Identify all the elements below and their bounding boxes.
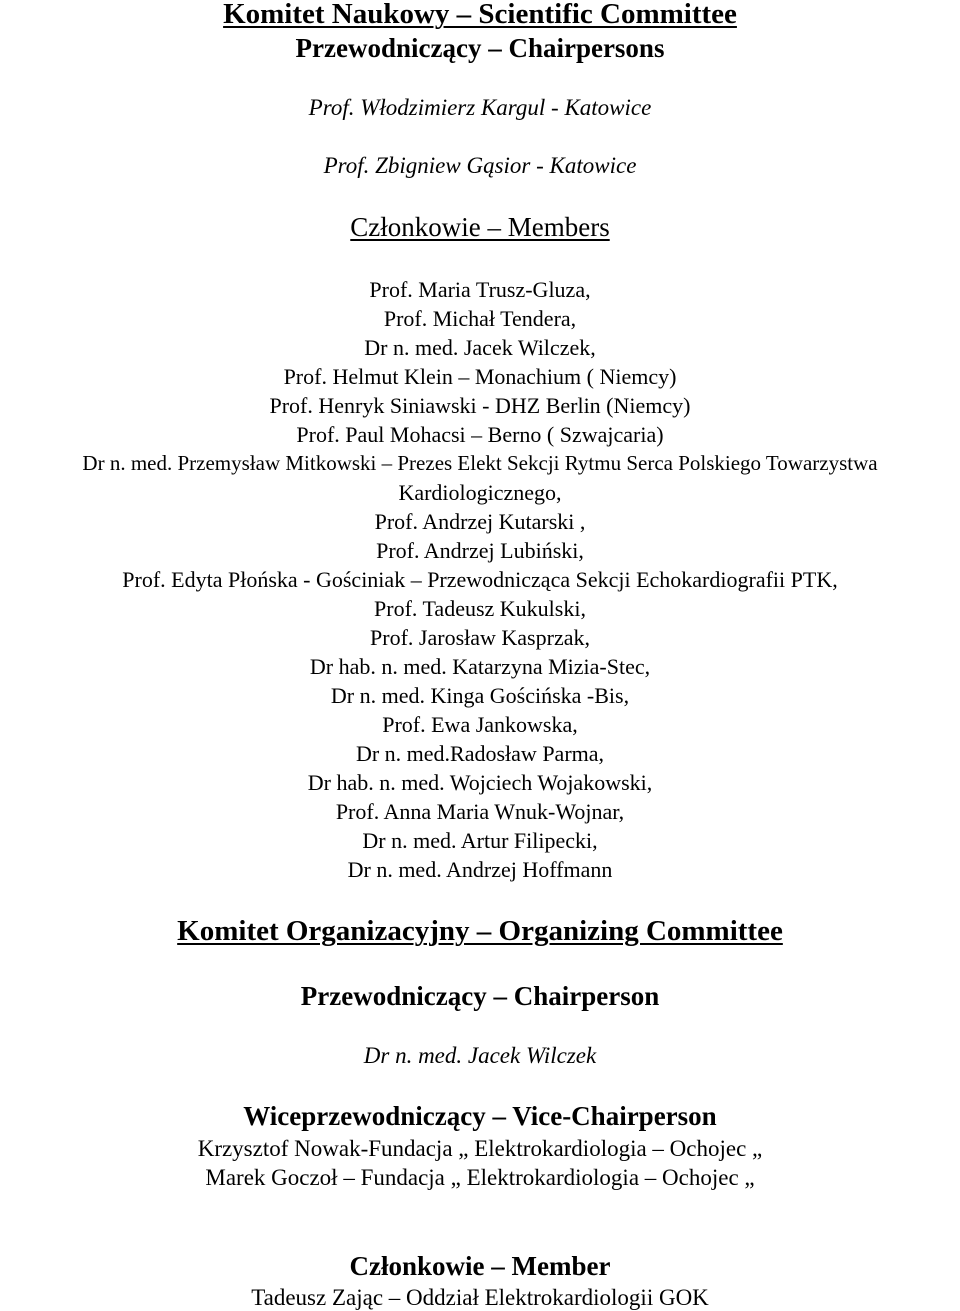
- vice-chair-heading: Wiceprzewodniczący – Vice-Chairperson: [243, 1101, 717, 1131]
- member-name: Dr hab. n. med. Wojciech Wojakowski,: [307, 770, 653, 795]
- vice-chair-name: Krzysztof Nowak-Fundacja „ Elektrokardiologia – Ochojec „: [197, 1136, 763, 1161]
- scientific-committee-heading: Komitet Naukowy – Scientific Committee: [223, 0, 737, 30]
- member-name: Prof. Tadeusz Kukulski,: [374, 596, 586, 621]
- member-name: Prof. Henryk Siniawski - DHZ Berlin (Niemcy): [269, 393, 691, 418]
- member-name: Dr n. med.Radosław Parma,: [355, 741, 605, 766]
- member-name: Prof. Jarosław Kasprzak,: [370, 625, 590, 650]
- member-name: Prof. Edyta Płońska - Gościniak – Przewodnicząca Sekcji Echokardiografii PTK,: [122, 567, 838, 592]
- scientific-members-heading: Członkowie – Members: [350, 212, 610, 242]
- organizing-chair-heading: Przewodniczący – Chairperson: [300, 981, 660, 1011]
- member-name: Prof. Andrzej Lubiński,: [376, 538, 584, 563]
- member-name: Prof. Maria Trusz-Gluza,: [369, 277, 591, 302]
- member-name: Dr n. med. Przemysław Mitkowski – Prezes Elekt Sekcji Rytmu Serca Polskiego Towarzystwa: [82, 451, 878, 475]
- member-name: Prof. Andrzej Kutarski ,: [374, 509, 586, 534]
- member-name: Dr n. med. Andrzej Hoffmann: [347, 857, 613, 882]
- member-name: Kardiologicznego,: [398, 480, 562, 505]
- member-name: Prof. Paul Mohacsi – Berno ( Szwajcaria): [296, 422, 664, 447]
- organizing-member-name: Tadeusz Zając – Oddział Elektrokardiologii GOK: [251, 1285, 709, 1310]
- member-name: Dr n. med. Artur Filipecki,: [362, 828, 598, 853]
- chair-name: Prof. Zbigniew Gąsior - Katowice: [323, 153, 637, 178]
- organizing-chair-name: Dr n. med. Jacek Wilczek: [363, 1043, 597, 1068]
- organizing-committee-heading: Komitet Organizacyjny – Organizing Committee: [177, 915, 783, 947]
- member-name: Prof. Helmut Klein – Monachium ( Niemcy): [283, 364, 677, 389]
- vice-chair-name: Marek Goczoł – Fundacja „ Elektrokardiologia – Ochojec „: [205, 1165, 755, 1190]
- member-name: Dr n. med. Jacek Wilczek,: [364, 335, 596, 360]
- member-name: Prof. Ewa Jankowska,: [382, 712, 578, 737]
- chair-name: Prof. Włodzimierz Kargul - Katowice: [308, 95, 652, 120]
- member-name: Dr hab. n. med. Katarzyna Mizia-Stec,: [309, 654, 651, 679]
- member-name: Dr n. med. Kinga Gościńska -Bis,: [330, 683, 630, 708]
- scientific-chairs-heading: Przewodniczący – Chairpersons: [295, 33, 665, 63]
- member-name: Prof. Michał Tendera,: [383, 306, 577, 331]
- member-name: Prof. Anna Maria Wnuk-Wojnar,: [335, 799, 625, 824]
- organizing-members-heading: Członkowie – Member: [349, 1251, 611, 1281]
